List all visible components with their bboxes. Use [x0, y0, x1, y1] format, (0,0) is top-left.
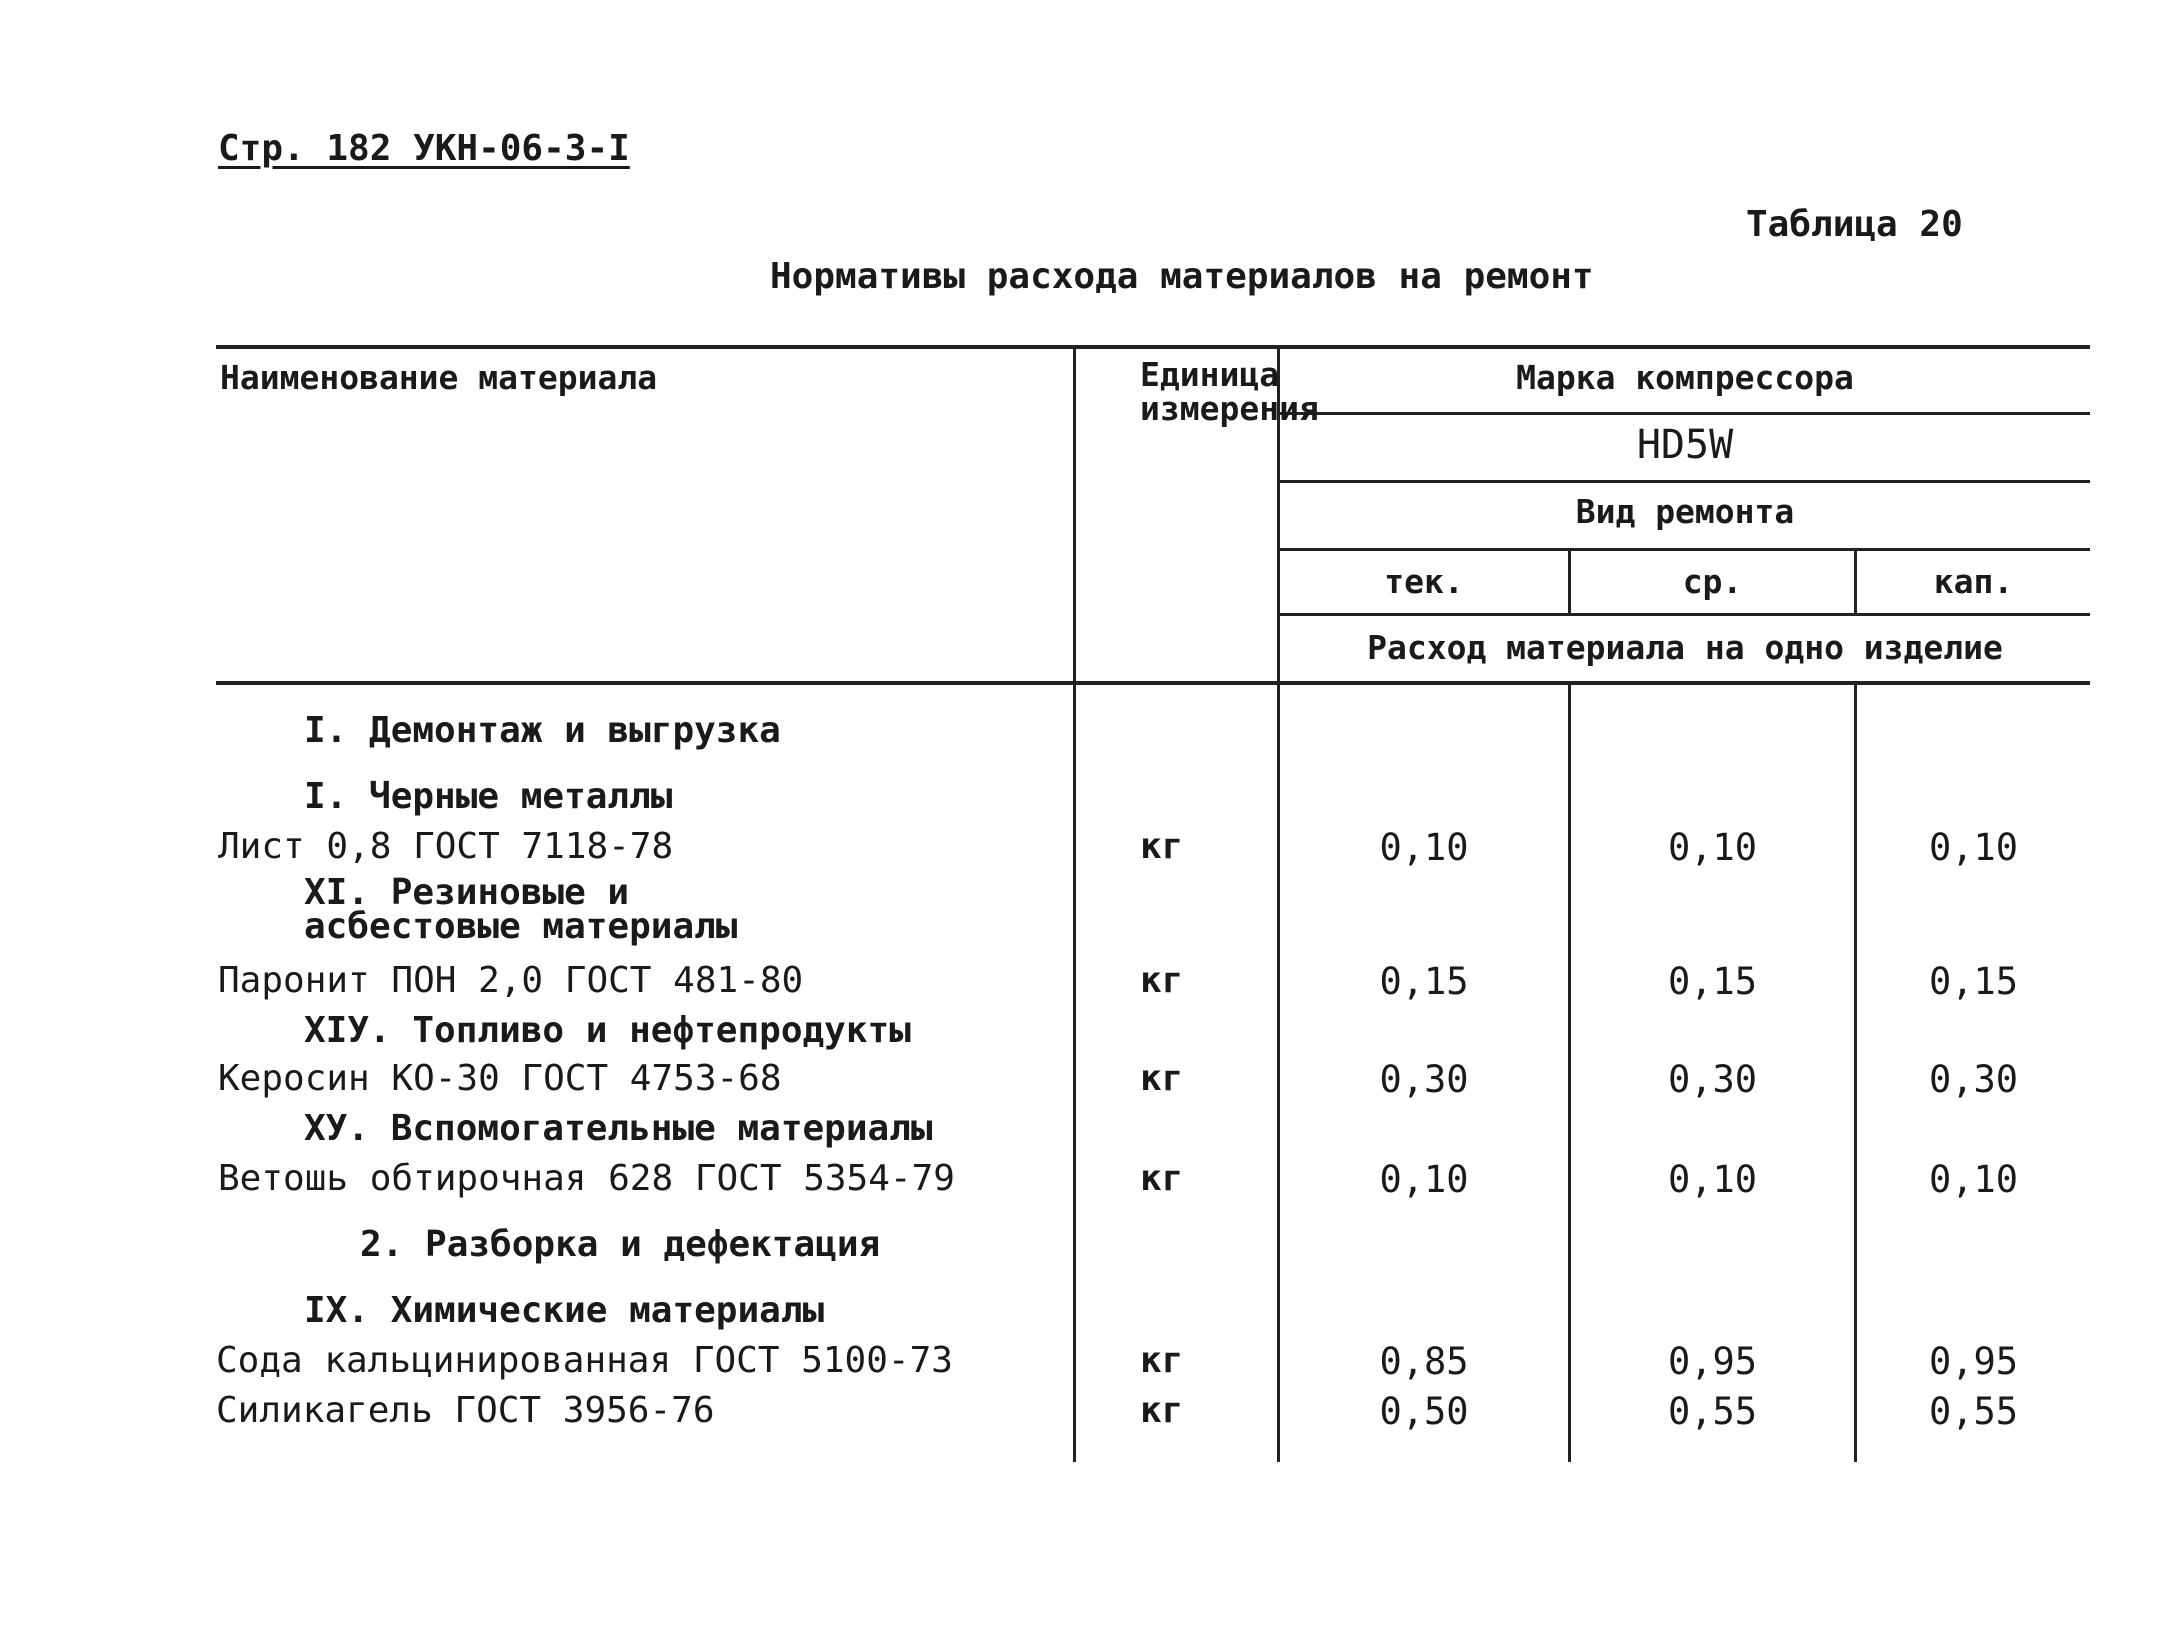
section-label: IX. Химические материалы	[304, 1290, 825, 1331]
material-name: Сода кальцинированная ГОСТ 5100-73	[216, 1340, 953, 1381]
repair-type-rule	[1277, 548, 2090, 551]
table-number: Таблица 20	[1746, 204, 1963, 245]
header-brand: Марка компрессора	[1516, 358, 1854, 397]
header-repair-sr: ср.	[1682, 562, 1743, 601]
value-sr: 0,10	[1667, 1158, 1758, 1201]
value-kap: 0,55	[1928, 1390, 2019, 1433]
header-repair-type: Вид ремонта	[1575, 492, 1795, 531]
value-tek: 0,10	[1379, 826, 1469, 869]
material-name: Силикагель ГОСТ 3956-76	[216, 1390, 715, 1431]
header-material: Наименование материала	[220, 358, 658, 397]
unit-cell: кг	[1140, 1390, 1184, 1431]
page-reference: Стр. 182 УКН-06-3-I	[218, 128, 630, 169]
repair-cols-rule	[1277, 613, 2090, 616]
value-tek: 0,30	[1379, 1058, 1469, 1101]
header-bottom-rule	[216, 681, 2090, 685]
header-repair-tek: тек.	[1384, 562, 1464, 601]
value-tek: 0,10	[1379, 1158, 1469, 1201]
value-kap: 0,10	[1928, 826, 2019, 869]
table-top-rule	[216, 345, 2090, 349]
unit-cell: кг	[1140, 1158, 1184, 1199]
brand-rule	[1277, 412, 2090, 415]
section-label: I. Черные металлы	[304, 776, 673, 817]
header-consumption: Расход материала на одно изделие	[1367, 628, 2003, 667]
value-sr: 0,55	[1667, 1390, 1758, 1433]
column-divider-unit	[1073, 345, 1076, 1462]
material-name: Паронит ПОН 2,0 ГОСТ 481-80	[218, 960, 804, 1001]
header-model: HD5W	[1636, 422, 1734, 468]
value-sr: 0,10	[1667, 826, 1758, 869]
value-kap: 0,10	[1928, 1158, 2019, 1201]
unit-cell: кг	[1140, 1340, 1184, 1381]
value-kap: 0,15	[1928, 960, 2019, 1003]
header-repair-kap: кап.	[1933, 562, 2014, 601]
value-tek: 0,50	[1379, 1390, 1469, 1433]
value-sr: 0,95	[1667, 1340, 1758, 1383]
material-name: Ветошь обтирочная 628 ГОСТ 5354-79	[218, 1158, 955, 1199]
section-label: 2. Разборка и дефектация	[360, 1224, 881, 1265]
section-label: XI. Резиновые и асбестовые материалы	[304, 872, 738, 947]
material-name: Лист 0,8 ГОСТ 7118-78	[218, 826, 674, 867]
value-sr: 0,30	[1667, 1058, 1758, 1101]
value-tek: 0,85	[1379, 1340, 1469, 1383]
section-label: I. Демонтаж и выгрузка	[304, 710, 781, 751]
unit-cell: кг	[1140, 826, 1184, 867]
value-tek: 0,15	[1379, 960, 1469, 1003]
section-label: ХУ. Вспомогательные материалы	[304, 1108, 933, 1149]
value-sr: 0,15	[1667, 960, 1758, 1003]
unit-cell: кг	[1140, 1058, 1184, 1099]
header-unit: Единица измерения	[1140, 355, 1319, 428]
section-label: XIУ. Топливо и нефтепродукты	[304, 1010, 911, 1051]
document-title: Нормативы расхода материалов на ремонт	[770, 256, 1594, 297]
value-kap: 0,95	[1928, 1340, 2019, 1383]
unit-cell: кг	[1140, 960, 1184, 1001]
model-rule	[1277, 480, 2090, 483]
material-name: Керосин КО-30 ГОСТ 4753-68	[218, 1058, 782, 1099]
value-kap: 0,30	[1928, 1058, 2019, 1101]
